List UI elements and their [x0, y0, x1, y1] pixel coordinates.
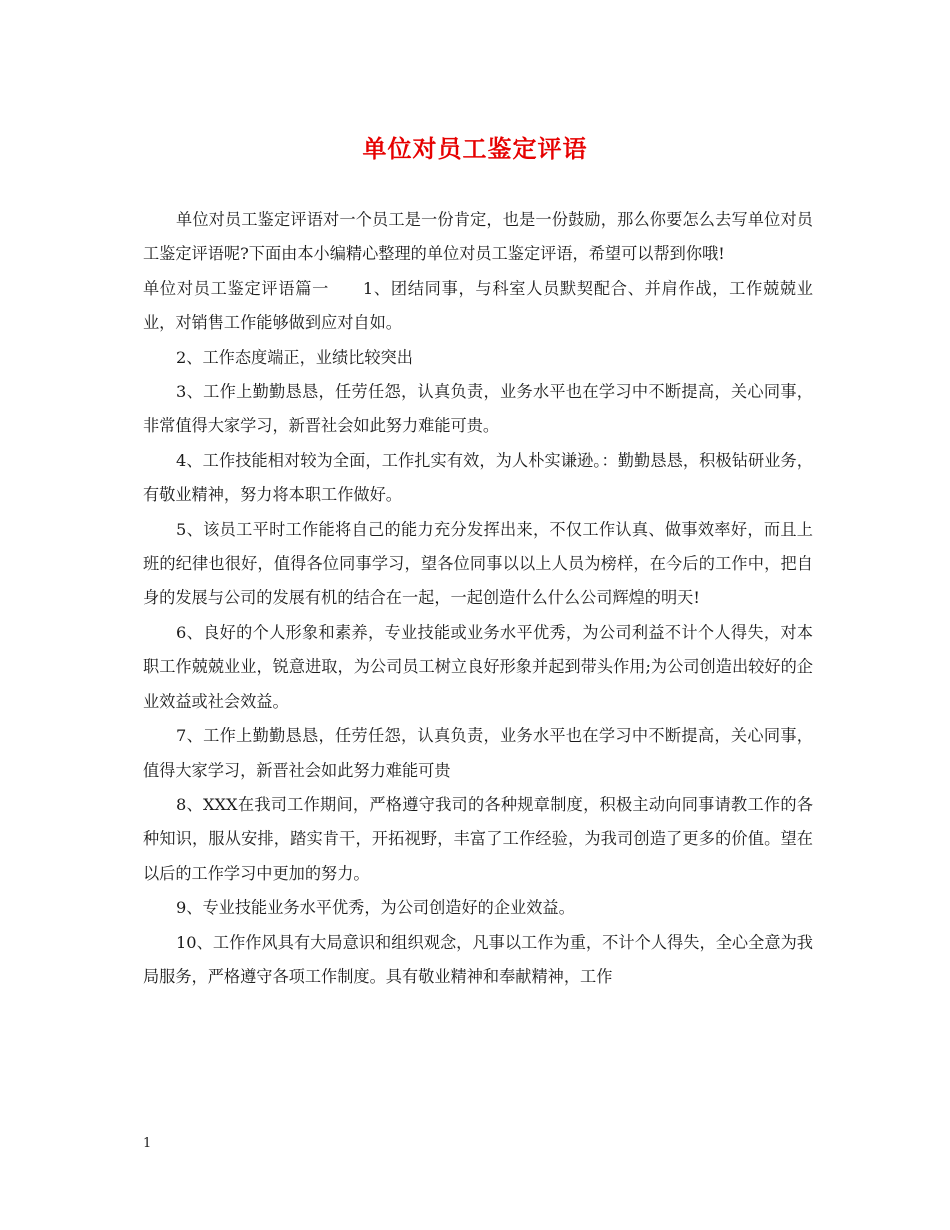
intro-paragraph: 单位对员工鉴定评语对一个员工是一份肯定，也是一份鼓励，那么你要怎么去写单位对员工鉴定评语呢?下面由本小编精心整理的单位对员工鉴定评语，希望可以帮到你哦! — [143, 210, 813, 264]
list-item: 8、XXX在我司工作期间，严格遵守我司的各种规章制度，积极主动向同事请教工作的各种知识，服从安排，踏实肯干，开拓视野，丰富了工作经验，为我司创造了更多的价值。望在以后的工作学习中更加的努力。 — [143, 794, 813, 883]
list-item: 2、工作态度端正，业绩比较突出 — [176, 347, 413, 367]
section-paragraph: 单位对员工鉴定评语篇一 1、团结同事，与科室人员默契配合、并肩作战，工作兢兢业业，对销售工作能够做到应对自如。 — [143, 278, 813, 333]
document-body — [143, 203, 813, 994]
list-item: 4、工作技能相对较为全面，工作扎实有效，为人朴实谦逊。：勤勤恳恳，积极钻研业务，有敬业精神，努力将本职工作做好。 — [143, 450, 813, 505]
list-item: 7、工作上勤勤恳恳，任劳任怨，认真负责，业务水平也在学习中不断提高，关心同事，值得大家学习，新晋社会如此努力难能可贵 — [143, 726, 813, 780]
list-item: 6、良好的个人形象和素养，专业技能或业务水平优秀，为公司利益不计个人得失，对本职工作兢兢业业，锐意进取，为公司员工树立良好形象并起到带头作用;为公司创造出较好的企业效益或社会效益。 — [143, 622, 813, 711]
list-item: 3、工作上勤勤恳恳，任劳任怨，认真负责，业务水平也在学习中不断提高，关心同事，非常值得大家学习，新晋社会如此努力难能可贵。 — [143, 382, 813, 436]
list-item: 5、该员工平时工作能将自己的能力充分发挥出来，不仅工作认真、做事效率好，而且上班的纪律也很好，值得各位同事学习，望各位同事以以上人员为榜样，在今后的工作中，把自身的发展与公司的发展有机的结合在一起，一起创造什么什么公司辉煌的明天! — [143, 519, 813, 608]
page-number: 1 — [143, 1136, 152, 1151]
list-item: 9、专业技能业务水平优秀，为公司创造好的企业效益。 — [176, 898, 575, 918]
list-item: 10、工作作风具有大局意识和组织观念，凡事以工作为重，不计个人得失，全心全意为我局服务，严格遵守各项工作制度。具有敬业精神和奉献精神，工作 — [143, 932, 813, 986]
document-title: 单位对员工鉴定评语 — [362, 134, 588, 163]
